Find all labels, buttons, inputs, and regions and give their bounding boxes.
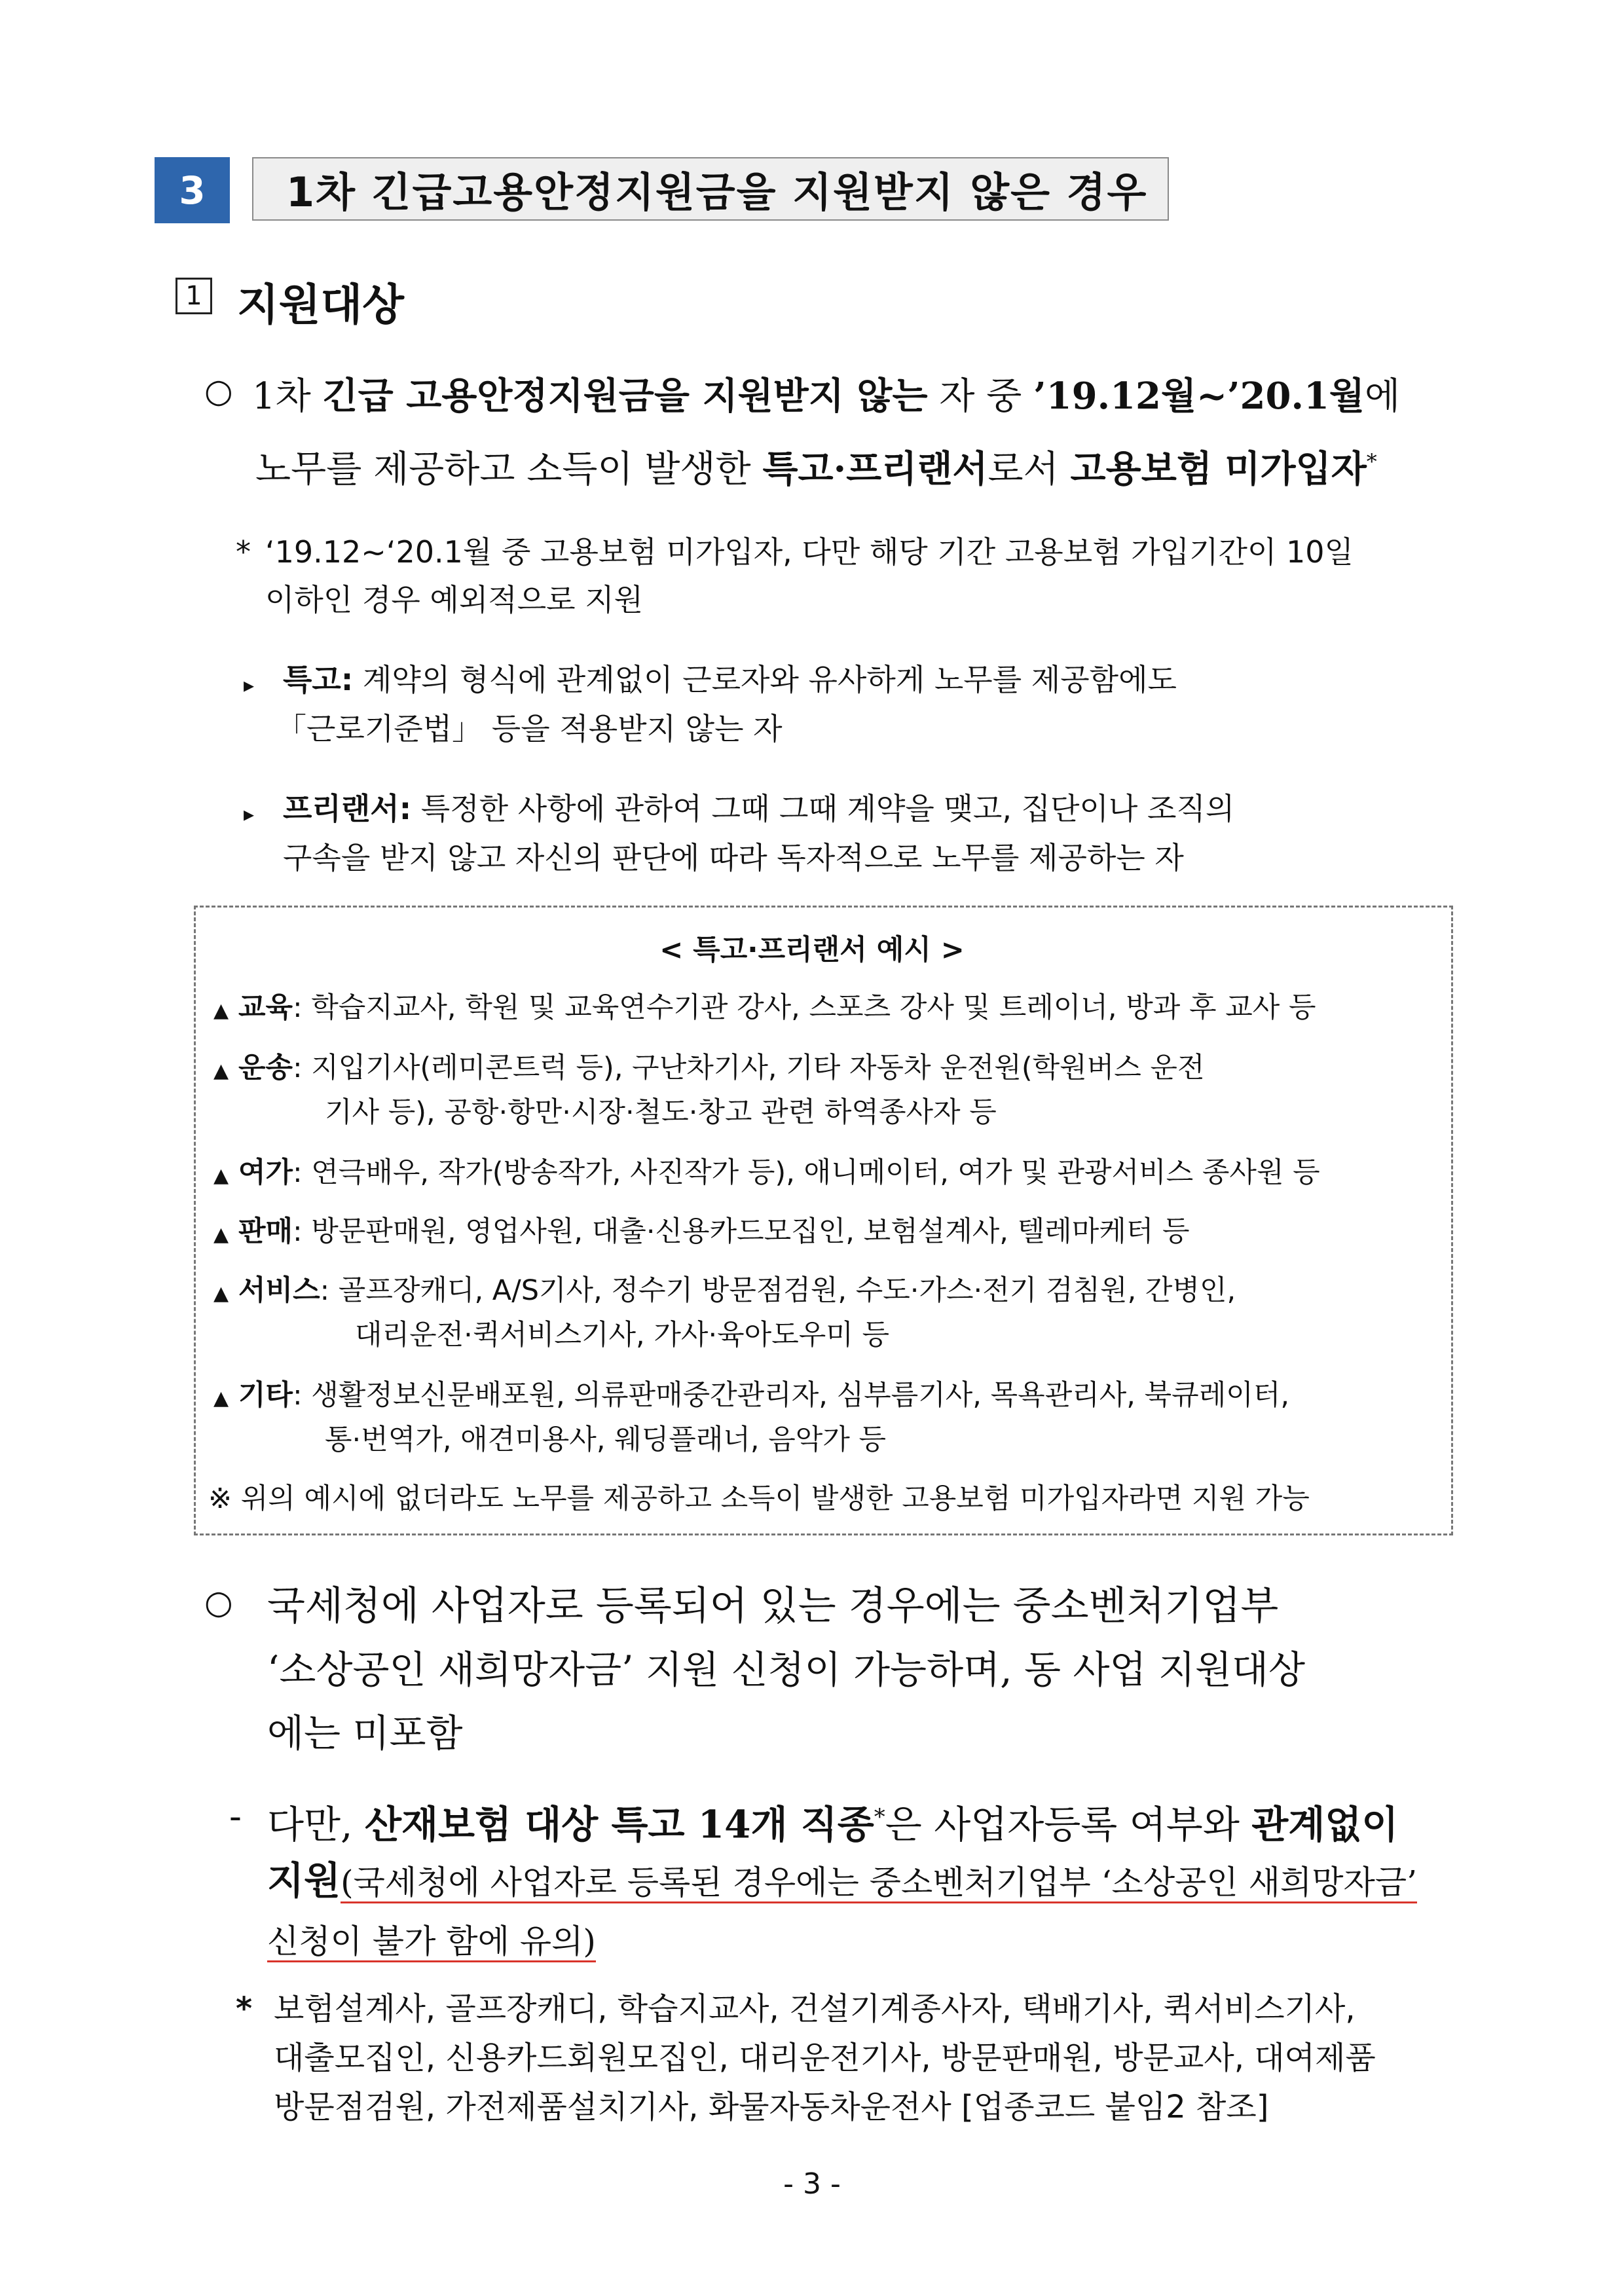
def2-line1 (283, 784, 1234, 834)
para1-emphasis: 긴급 고용안정지원금을 지원받지 않는 (322, 375, 928, 418)
arrow-icon: ▸ (244, 801, 255, 826)
example-item-cont: 기사 등), 공항·항만·시장·철도·창고 관련 하역종사자 등 (325, 1096, 997, 1129)
para1-text: 1차 (252, 375, 323, 418)
note2-line2: 대출모집인, 신용카드회원모집인, 대리운전기사, 방문판매원, 방문교사, 대여제품 (274, 2040, 1376, 2076)
note-star: * (236, 534, 251, 570)
example-note: ※ 위의 예시에 없더라도 노무를 제공하고 소득이 발생한 고용보험 미가입자라면 지원 가능 (208, 1482, 1310, 1515)
example-item: ▲ 여가: 연극배우, 작가(방송작가, 사진작가 등), 애니메이터, 여가 및 관광서비스 종사원 등 (213, 1156, 1320, 1189)
para1-text: 노무를 제공하고 소득이 발생한 (255, 448, 763, 491)
para3-line1: 다만, 산재보험 대상 특고 14개 직종*은 사업자등록 여부와 관계없이 (267, 1802, 1399, 1847)
def2-text: 특정한 사항에 관하여 그때 그때 계약을 맺고, 집단이나 조직의 (411, 791, 1235, 826)
triangle-icon: ▲ (213, 1282, 229, 1305)
example-title: < 특고·프리랜서 예시 > (659, 934, 965, 966)
section-title: 1차 긴급고용안정지원금을 지원받지 않은 경우 (252, 157, 1169, 221)
triangle-icon: ▲ (213, 1223, 229, 1246)
def1-text: 계약의 형식에 관계없이 근로자와 유사하게 노무를 제공함에도 (353, 662, 1177, 697)
para3-line3 (267, 1915, 596, 1968)
para1-emphasis: 고용보험 미가입자 (1070, 447, 1367, 491)
example-item: ▲ 교육: 학습지교사, 학원 및 교육연수기관 강사, 스포츠 강사 및 트레이너, 방과 후 교사 등 (213, 991, 1316, 1024)
para1-period: ’19.12월~’20.1월 (1033, 375, 1365, 418)
underlined-note: 신청이 불가 함에 유의) (267, 1922, 596, 1962)
arrow-icon: ▸ (244, 672, 255, 697)
para1-text: 로서 (987, 448, 1071, 491)
example-item: ▲ 서비스: 골프장캐디, A/S기사, 정수기 방문점검원, 수도·가스·전기 검침원, 간병인, (213, 1274, 1236, 1307)
para2-line1: 국세청에 사업자로 등록되어 있는 경우에는 중소벤처기업부 (267, 1583, 1279, 1629)
para2-line2: ‘소상공인 새희망자금’ 지원 신청이 가능하며, 동 사업 지원대상 (267, 1647, 1306, 1692)
para3-line2: 지원(국세청에 사업자로 등록된 경우에는 중소벤처기업부 ‘소상공인 새희망자금’ (267, 1858, 1418, 1903)
note2-line3: 방문점검원, 가전제품설치기사, 화물자동차운전사 [업종코드 붙임2 참조] (274, 2089, 1269, 2125)
para2-line3: 에는 미포함 (267, 1711, 463, 1755)
note1-line2: 이하인 경우 예외적으로 지원 (265, 582, 644, 617)
subsection-marker: 1 (175, 278, 212, 314)
def1-label: 특고: (283, 662, 354, 697)
example-item: ▲ 기타: 생활정보신문배포원, 의류판매중간관리자, 심부름기사, 목욕관리사, 북큐레이터, (213, 1379, 1290, 1412)
para1-emphasis: 특고·프리랜서 (762, 447, 988, 491)
def1-line1 (283, 655, 1177, 705)
note2-line1: 보험설계사, 골프장캐디, 학습지교사, 건설기계종사자, 택배기사, 퀵서비스기사, (274, 1991, 1356, 2027)
underlined-note: (국세청에 사업자로 등록된 경우에는 중소벤처기업부 ‘소상공인 새희망자금’ (341, 1864, 1417, 1903)
triangle-icon: ▲ (213, 1387, 229, 1410)
para1-line2 (255, 435, 1460, 496)
section-number: 3 (155, 157, 230, 223)
example-item: ▲ 운송: 지입기사(레미콘트럭 등), 구난차기사, 기타 자동차 운전원(학원버스 운전 (213, 1052, 1205, 1084)
example-item: ▲ 판매: 방문판매원, 영업사원, 대출·신용카드모집인, 보험설계사, 텔레마케터 등 (213, 1215, 1190, 1248)
footnote-mark: * (874, 1804, 885, 1830)
note1-line1: ‘19.12~‘20.1월 중 고용보험 미가입자, 다만 해당 기간 고용보험 가입기간이 10일 (265, 534, 1354, 570)
triangle-icon: ▲ (213, 1164, 229, 1187)
para1-text: 자 중 (927, 375, 1034, 418)
triangle-icon: ▲ (213, 999, 229, 1022)
bullet-circle: ○ (204, 372, 233, 410)
note-star: * (236, 1991, 253, 2027)
triangle-icon: ▲ (213, 1059, 229, 1082)
subsection-title: 지원대상 (237, 280, 405, 330)
para1-line1 (252, 370, 1457, 423)
dash: - (229, 1795, 242, 1838)
para1-text: 에 (1365, 375, 1401, 418)
def2-label: 프리랜서: (283, 791, 412, 826)
page-number: - 3 - (783, 2167, 841, 2201)
bullet-circle: ○ (204, 1583, 233, 1621)
footnote-mark: * (1366, 449, 1377, 474)
def1-line2: 「근로기준법」 등을 적용받지 않는 자 (276, 711, 783, 746)
example-item-cont: 대리운전·퀵서비스기사, 가사·육아도우미 등 (355, 1319, 890, 1351)
def2-line2: 구속을 받지 않고 자신의 판단에 따라 독자적으로 노무를 제공하는 자 (283, 840, 1184, 875)
example-item-cont: 통·번역가, 애견미용사, 웨딩플래너, 음악가 등 (325, 1423, 887, 1456)
